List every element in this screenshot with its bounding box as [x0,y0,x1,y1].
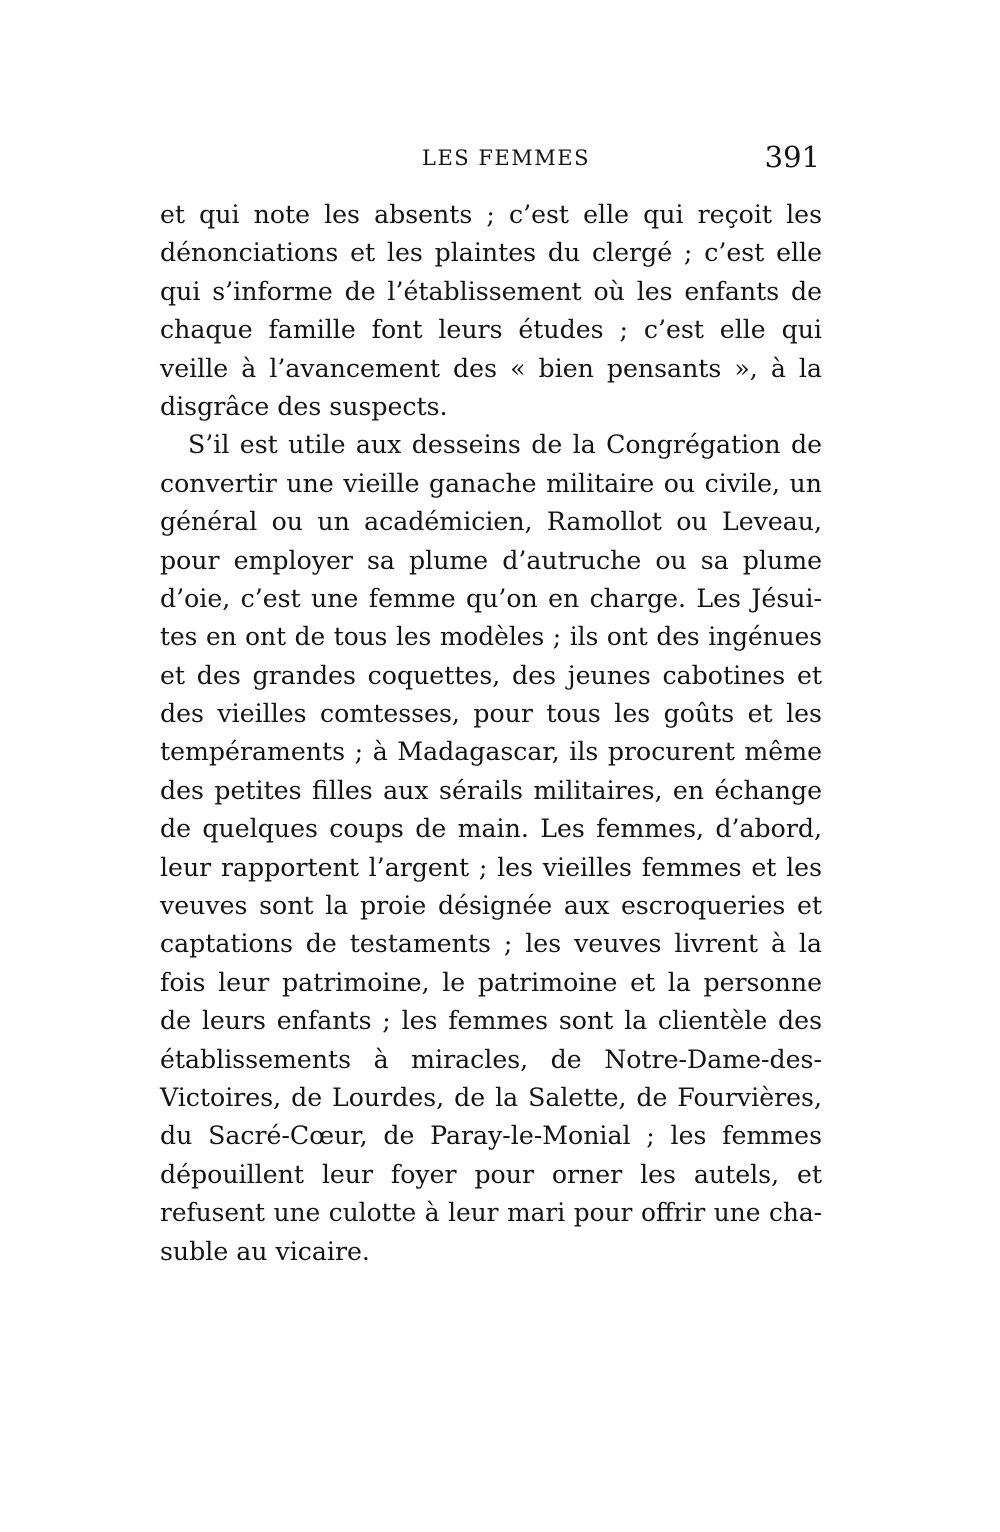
text-line: d’oie, c’est une femme qu’on en charge. Les Jésui- [160,583,822,613]
text-line: captations de testaments ; les veuves livrent à la [160,929,822,959]
page-number: 391 [764,140,820,174]
paragraph-2 [160,426,822,1271]
text-line: convertir une vieille ganache militaire ou civile, un [160,468,822,498]
text-line: fois leur patrimoine, le patrimoine et la personne [160,967,822,997]
text-line: tempéraments ; à Madagascar, ils procurent même [160,737,822,767]
text-line: dépouillent leur foyer pour orner les autels, et [160,1159,822,1189]
running-head [160,142,822,182]
paragraph-1 [160,196,822,426]
body-text [160,196,822,1271]
text-line: qui s’informe de l’établissement où les enfants de [160,276,822,306]
text-line: de leurs enfants ; les femmes sont la clientèle des [160,1006,822,1036]
text-line: tes en ont de tous les modèles ; ils ont des ingénues [160,622,822,652]
text-line: dénonciations et les plaintes du clergé ; c’est elle [160,238,822,268]
text-line: établissements à miracles, de Notre-Dame-des- [160,1044,822,1074]
text-line: refusent une culotte à leur mari pour offrir une cha- [160,1198,822,1228]
text-line: suble au vicaire. [160,1236,370,1266]
text-line: du Sacré-Cœur, de Paray-le-Monial ; les femmes [160,1121,822,1151]
text-line: pour employer sa plume d’autruche ou sa plume [160,545,822,575]
text-line: Victoires, de Lourdes, de la Salette, de Fourvières, [160,1082,822,1112]
text-line: général ou un académicien, Ramollot ou Leveau, [160,507,822,537]
text-line: veuves sont la proie désignée aux escroqueries et [160,891,822,921]
text-line: et qui note les absents ; c’est elle qui reçoit les [160,200,822,229]
text-line: leur rapportent l’argent ; les vieilles femmes et les [160,852,822,882]
text-line: chaque famille font leurs études ; c’est elle qui [160,315,822,345]
text-line: des petites filles aux sérails militaires, en échange [160,775,822,805]
text-line: de quelques coups de main. Les femmes, d’abord, [160,814,822,844]
running-title: LES FEMMES [422,146,590,170]
text-line: disgrâce des suspects. [160,391,448,421]
text-line: veille à l’avancement des « bien pensants », à la [160,353,822,383]
text-line: et des grandes coquettes, des jeunes cabotines et [160,660,822,690]
text-line: S’il est utile aux desseins de la Congrégation de [188,430,822,460]
text-line: des vieilles comtesses, pour tous les goûts et les [160,699,822,729]
